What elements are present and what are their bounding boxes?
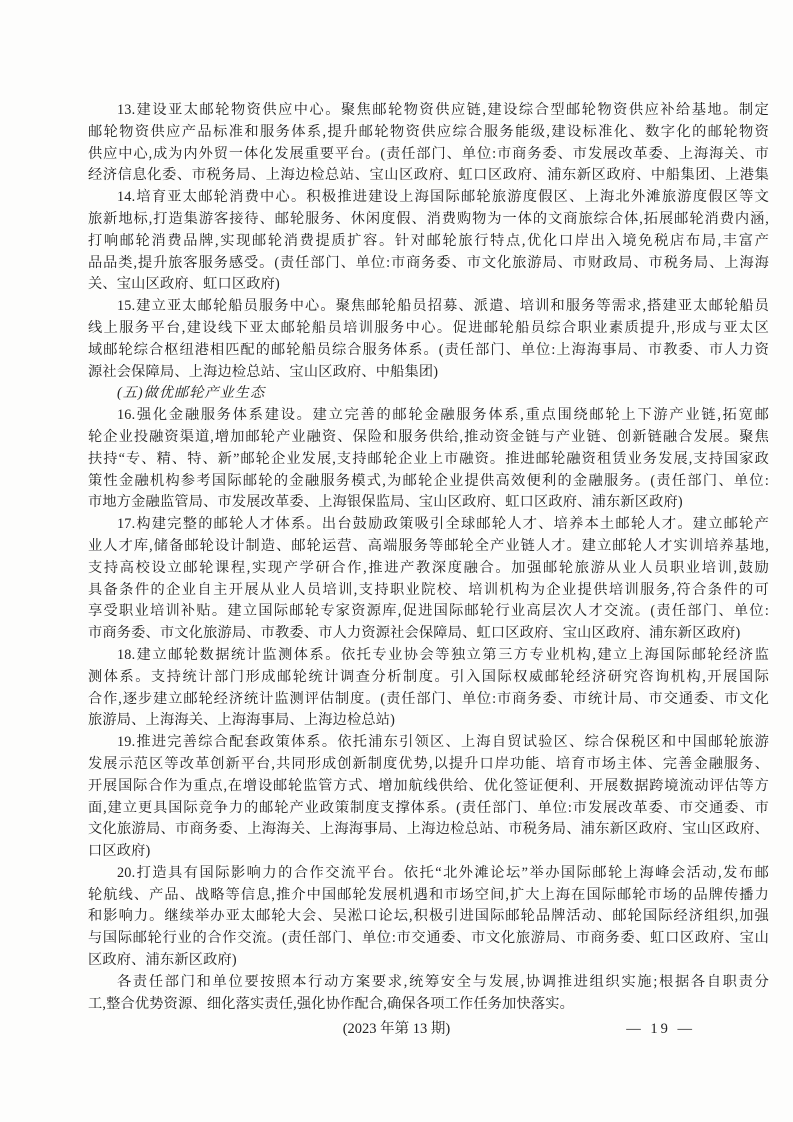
text-line: 邮轮物资供应产品标准和服务体系,提升邮轮物资供应综合服务能级,建设标准化、数字化的邮轮物资 [88, 123, 769, 140]
text-line: 线上服务平台,建设线下亚太邮轮船员培训服务中心。促进邮轮船员综合职业素质提升,形成与亚太区 [88, 319, 769, 336]
text-line: 享受职业培训补贴。建立国际邮轮专家资源库,促进国际邮轮行业高层次人才交流。(责任部门、单位: [88, 603, 769, 620]
paragraph-18 [88, 645, 769, 732]
text-line: 打响邮轮消费品牌,实现邮轮消费提质扩容。针对邮轮旅行特点,优化口岸出入境免税店布局,丰富产 [88, 232, 769, 249]
text-line: 17.构建完整的邮轮人才体系。出台鼓励政策吸引全球邮轮人才、培养本土邮轮人才。建立邮轮产 [117, 516, 769, 533]
paragraph-15 [88, 296, 769, 383]
text-line: 18.建立邮轮数据统计监测体系。依托专业协会等独立第三方专业机构,建立上海国际邮轮经济监 [117, 646, 769, 663]
text-line: 与国际邮轮行业的合作交流。(责任部门、单位:市交通委、市文化旅游局、市商务委、虹口区政府、宝山 [88, 930, 769, 947]
text-line: 具备条件的企业自主开展从业人员培训,支持职业院校、培训机构为企业提供培训服务,符合条件的可 [88, 581, 769, 598]
closing-paragraph [88, 972, 769, 1016]
text-line: 旅游局、上海海关、上海海事局、上海边检总站) [88, 712, 396, 729]
text-line: 和影响力。继续举办亚太邮轮大会、吴淞口论坛,积极引进国际邮轮品牌活动、邮轮国际经济组织,加强 [88, 908, 769, 925]
text-line: 轮企业投融资渠道,增加邮轮产业融资、保险和服务供给,推动资金链与产业链、创新链融合发展。聚焦 [88, 428, 769, 445]
text-line: 16.强化金融服务体系建设。建立完善的邮轮金融服务体系,重点围绕邮轮上下游产业链,拓宽邮 [117, 407, 769, 424]
paragraph-16 [88, 405, 769, 514]
text-line: 合作,逐步建立邮轮经济统计监测评估制度。(责任部门、单位:市商务委、市统计局、市交通委、市文化 [88, 690, 769, 707]
text-line: 测体系。支持统计部门形成邮轮统计调查分析制度。引入国际权威邮轮经济研究咨询机构,开展国际 [88, 668, 769, 685]
text-line: 策性金融机构参考国际邮轮的金融服务模式,为邮轮企业提供高效便利的金融服务。(责任部门、单位: [88, 472, 769, 489]
text-line: 文化旅游局、市商务委、上海海关、上海海事局、上海边检总站、市税务局、浦东新区政府、宝山区政府、 [88, 821, 769, 838]
paragraph-17 [88, 514, 769, 645]
text-line: 市地方金融监管局、市发展改革委、上海银保监局、宝山区政府、虹口区政府、浦东新区政府) [88, 494, 683, 511]
text-line: 20.打造具有国际影响力的合作交流平台。依托“北外滩论坛”举办国际邮轮上海峰会活动,发布邮 [117, 864, 769, 881]
text-line: 关、宝山区政府、虹口区政府) [88, 276, 280, 293]
text-line: 各责任部门和单位要按照本行动方案要求,统筹安全与发展,协调推进组织实施;根据各自职责分 [117, 973, 769, 990]
text-line: 区政府、浦东新区政府) [88, 952, 237, 969]
text-line: 19.推进完善综合配套政策体系。依托浦东引领区、上海自贸试验区、综合保税区和中国邮轮旅游 [117, 734, 769, 751]
text-line: 轮航线、产品、战略等信息,推介中国邮轮发展机遇和市场空间,扩大上海在国际邮轮市场的品牌传播力 [88, 886, 769, 903]
text-line: 供应中心,成为内外贸一体化发展重要平台。(责任部门、单位:市商务委、市发展改革委、上海海关、市 [88, 145, 769, 162]
text-line: 开展国际合作为重点,在增设邮轮监管方式、增加航线供给、优化签证便利、开展数据跨境流动评估等方 [88, 777, 769, 794]
text-line: 工,整合优势资源、细化落实责任,强化协作配合,确保各项工作任务加快落实。 [88, 995, 575, 1012]
text-line: 市商务委、市文化旅游局、市教委、市人力资源社会保障局、虹口区政府、宝山区政府、浦东新区政府) [88, 625, 741, 642]
text-line: 15.建立亚太邮轮船员服务中心。聚焦邮轮船员招募、派遣、培训和服务等需求,搭建亚太邮轮船员 [117, 298, 769, 315]
text-line: 品品类,提升旅客服务感受。(责任部门、单位:市商务委、市文化旅游局、市财政局、市税务局、上海海 [88, 254, 769, 271]
paragraph-13 [88, 100, 769, 187]
text-line: 旅新地标,打造集游客接待、邮轮服务、休闲度假、消费购物为一体的文商旅综合体,拓展邮轮消费内涵, [88, 210, 769, 227]
issue-label: (2023 年第 13 期) [342, 1021, 451, 1037]
text-line: 支持高校设立邮轮课程,实现产学研合作,推进产教深度融合。加强邮轮旅游从业人员职业培训,鼓励 [88, 559, 769, 576]
text-line: 源社会保障局、上海边检总站、宝山区政府、中船集团) [88, 363, 439, 380]
section-heading: (五)做优邮轮产业生态 [117, 385, 266, 402]
text-line: 面,建立更具国际竞争力的邮轮产业政策制度支撑体系。(责任部门、单位:市发展改革委、市交通委、市 [88, 799, 769, 816]
text-line: 口区政府) [88, 843, 151, 860]
page-footer [0, 1018, 793, 1040]
page-number: — 19 — [626, 1021, 695, 1037]
text-column [88, 100, 769, 1015]
paragraph-14 [88, 187, 769, 296]
text-line: 14.培育亚太邮轮消费中心。积极推进建设上海国际邮轮旅游度假区、上海北外滩旅游度假区等文 [117, 189, 769, 206]
text-line: 扶持“专、精、特、新”邮轮企业发展,支持邮轮企业上市融资。推进邮轮融资租赁业务发展,支持国家政 [88, 450, 769, 467]
paragraph-20 [88, 863, 769, 972]
paragraph-19 [88, 732, 769, 863]
text-line: 业人才库,储备邮轮设计制造、邮轮运营、高端服务等邮轮全产业链人才。建立邮轮人才实训培养基地, [88, 537, 769, 554]
text-line: 域邮轮综合枢纽港相匹配的邮轮船员综合服务体系。(责任部门、单位:上海海事局、市教委、市人力资 [88, 341, 769, 358]
text-line: 发展示范区等改革创新平台,共同形成创新制度优势,以提升口岸功能、培育市场主体、完善金融服务、 [88, 755, 769, 772]
text-line: 经济信息化委、市税务局、上海边检总站、宝山区政府、虹口区政府、浦东新区政府、中船集团、上港集 [88, 167, 769, 184]
text-line: 13.建设亚太邮轮物资供应中心。聚焦邮轮物资供应链,建设综合型邮轮物资供应补给基地。制定 [117, 102, 769, 118]
